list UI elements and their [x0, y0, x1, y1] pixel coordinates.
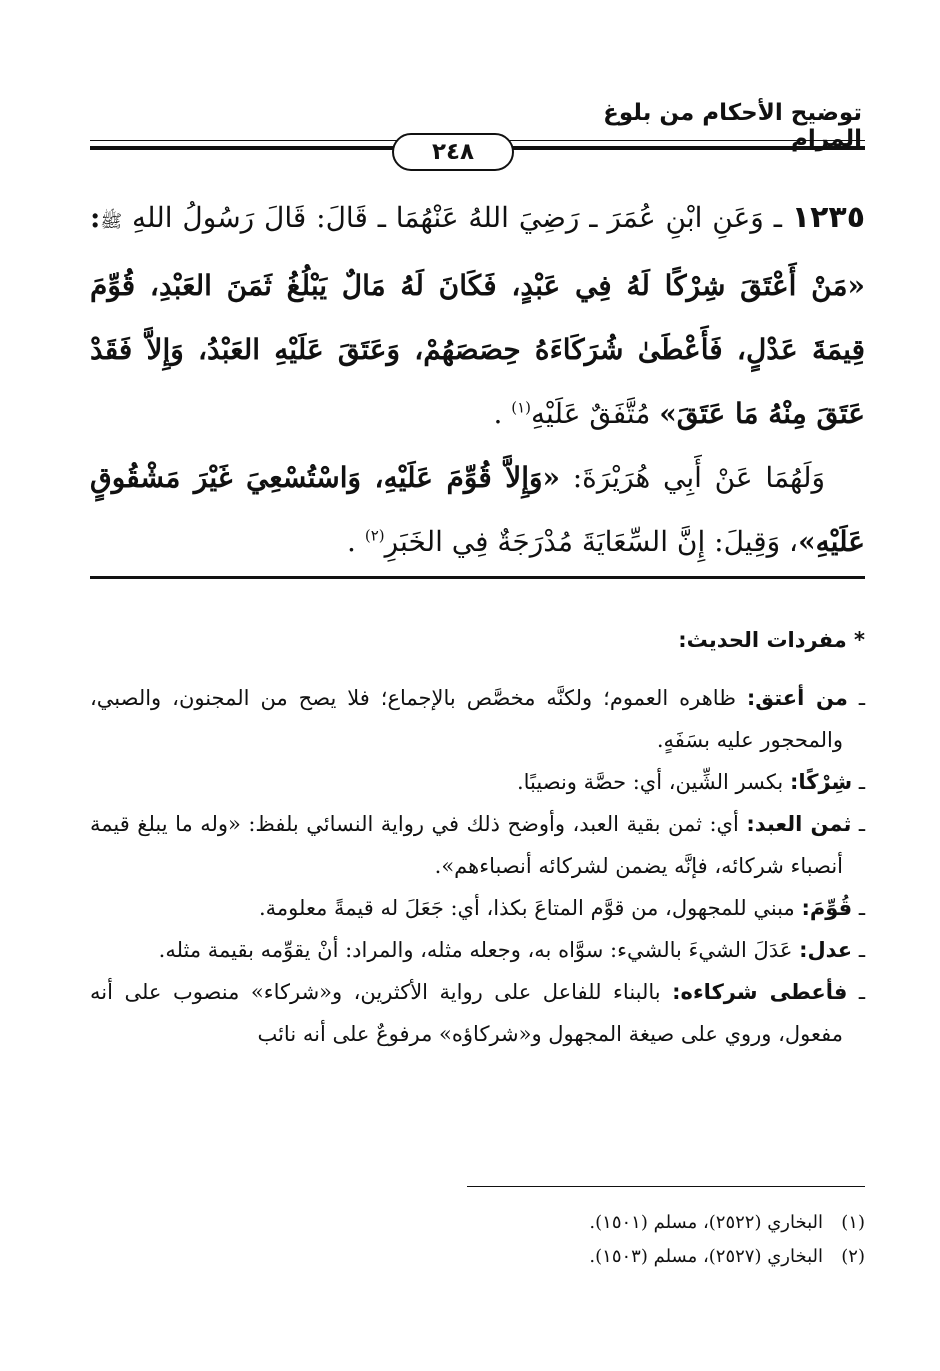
hadith-text: : «مَنْ أَعْتَقَ شِرْكًا لَهُ فِي عَبْدٍ، فَكَانَ لَهُ مَالٌ يَبْلُغُ ثَمَنَ العَبْدِ، قُوِّمَ قِيمَةَ عَدْلٍ، فَأَعْطَىٰ شُرَكَاءَهُ حِصَصَهُمْ، وَعَتَقَ عَلَيْهِ العَبْدُ، وَإِلاَّ فَقَدْ عَتَقَ مِنْهُ مَا عَتَقَ»	[90, 201, 865, 430]
hadith-closing: مُتَّفَقٌ عَلَيْهِ	[531, 397, 651, 430]
vocab-list	[90, 677, 865, 1055]
footnote-ref-1: (١)	[511, 398, 532, 417]
page-number: ٢٤٨	[392, 133, 514, 171]
second-intro: وَلَهُمَا عَنْ أَبِي هُرَيْرَةَ:	[572, 461, 826, 494]
vocab-item: ـ ثمن العبد: أي: ثمن بقية العبد، وأوضح ذلك في رواية النسائي بلفظ: «وله ما يبلغ قيمة أنصباء شركائه، فإنَّه يضمن لشركائه أنصباءهم».	[90, 812, 866, 878]
running-title: توضيح الأحكام من بلوغ المرام	[603, 100, 862, 152]
vocab-item: ـ عدل: عَدَلَ الشيءَ بالشيء: سوَّاه به، وجعله مثله، والمراد: أنْ يقوِّمه بقيمة مثله.	[158, 938, 865, 962]
footnote-rule	[467, 1186, 865, 1187]
vocab-text: بكسر الشِّين، أي: حصَّة ونصيبًا.	[516, 770, 784, 794]
vocab-text: بالبناء للفاعل على رواية الأكثرين، و«شركاء» منصوب على أنه مفعول، وروي على صيغة المجهول و«شركاؤه» مرفوعٌ على أنه نائب	[90, 980, 843, 1046]
footnote-text: البخاري (٢٥٢٧)، مسلم (١٥٠٣).	[589, 1246, 823, 1267]
footnote-text: البخاري (٢٥٢٢)، مسلم (١٥٠١).	[589, 1212, 823, 1233]
vocab-text: مبني للمجهول، من قوَّم المتاعَ بكذا، أي: جَعَلَ له قيمةً معلومة.	[258, 896, 795, 920]
vocab-term: ثمن العبد:	[746, 812, 852, 836]
footnote	[90, 1240, 865, 1274]
vocab-term: من أعتق:	[746, 686, 848, 710]
salutation-mark: ﷺ	[100, 211, 123, 232]
footnotes	[90, 1206, 865, 1274]
vocab-item: ـ من أعتق: ظاهره العموم؛ ولكنَّه مخصَّص بالإجماع؛ فلا يصح من المجنون، والصبي، والمحجور عليه بسَفَهٍ.	[90, 686, 865, 752]
hadith-paragraph: ١٢٣٥ ـ وَعَنِ ابْنِ عُمَرَ ـ رَضِيَ اللهُ عَنْهُمَا ـ قَالَ: قَالَ رَسُولُ اللهِ ﷺ: «مَنْ أَعْتَقَ شِرْكًا لَهُ فِي عَبْدٍ، فَكَانَ لَهُ مَالٌ يَبْلُغُ ثَمَنَ العَبْدِ، قُوِّمَ قِيمَةَ عَدْلٍ، فَأَعْطَىٰ شُرَكَاءَهُ حِصَصَهُمْ، وَعَتَقَ عَلَيْهِ العَبْدُ، وَإِلاَّ فَقَدْ عَتَقَ مِنْهُ مَا عَتَقَ» مُتَّفَقٌ عَلَيْهِ$^{(١)}$ .	[90, 200, 866, 430]
dash-mark: ـ	[773, 201, 782, 234]
footnote-mark: (١)	[841, 1212, 865, 1233]
second-quote: «وَإِلاَّ قُوِّمَ عَلَيْهِ، وَاسْتُسْعِيَ غَيْرَ مَشْقُوقٍ عَلَيْهِ»	[90, 461, 865, 558]
footnote-mark: (٢)	[841, 1246, 865, 1267]
hadith-block	[90, 186, 865, 574]
footnote	[90, 1206, 865, 1240]
hadith-intro: وَعَنِ ابْنِ عُمَرَ ـ رَضِيَ اللهُ عَنْهُمَا ـ قَالَ: قَالَ رَسُولُ اللهِ	[131, 201, 764, 234]
vocab-text: عَدَلَ الشيءَ بالشيء: سوَّاه به، وجعله مثله، والمراد: أنْ يقوِّمه بقيمة مثله.	[158, 938, 793, 962]
vocab-item: ـ شِرْكًا: بكسر الشِّين، أي: حصَّة ونصيبًا.	[516, 770, 865, 794]
footnote-ref-2: (٢)	[364, 526, 385, 545]
vocab-term: شِرْكًا:	[789, 770, 853, 794]
vocab-term: قُوِّمَ:	[801, 896, 853, 920]
vocab-text: أي: ثمن بقية العبد، وأوضح ذلك في رواية النسائي بلفظ: «وله ما يبلغ قيمة أنصباء شركائه، فإنَّه يضمن لشركائه أنصباءهم».	[90, 812, 843, 878]
section-divider	[90, 576, 865, 579]
vocab-item: ـ فأعطى شركاءه: بالبناء للفاعل على رواية الأكثرين، و«شركاء» منصوب على أنه مفعول، وروي على صيغة المجهول و«شركاؤه» مرفوعٌ على أنه نائب	[90, 980, 865, 1046]
vocab-term: عدل:	[799, 938, 853, 962]
second-rest: ، وَقِيلَ: إِنَّ السِّعَايَةَ مُدْرَجَةٌ فِي الخَبَرِ	[384, 525, 799, 558]
vocab-item: ـ قُوِّمَ: مبني للمجهول، من قوَّم المتاعَ بكذا، أي: جَعَلَ له قيمةً معلومة.	[258, 896, 865, 920]
vocab-text: ظاهره العموم؛ ولكنَّه مخصَّص بالإجماع؛ فلا يصح من المجنون، والصبي، والمحجور عليه بسَفَهٍ.	[90, 686, 843, 752]
hadith-second-paragraph: وَلَهُمَا عَنْ أَبِي هُرَيْرَةَ: «وَإِلاَّ قُوِّمَ عَلَيْهِ، وَاسْتُسْعِيَ غَيْرَ مَشْقُوقٍ عَلَيْهِ»، وَقِيلَ: إِنَّ السِّعَايَةَ مُدْرَجَةٌ فِي الخَبَرِ$^{(٢)}$ .	[90, 461, 865, 558]
hadith-number: ١٢٣٥	[791, 200, 866, 235]
vocab-term: فأعطى شركاءه:	[672, 980, 848, 1004]
vocab-heading: * مفردات الحديث:	[678, 628, 865, 652]
